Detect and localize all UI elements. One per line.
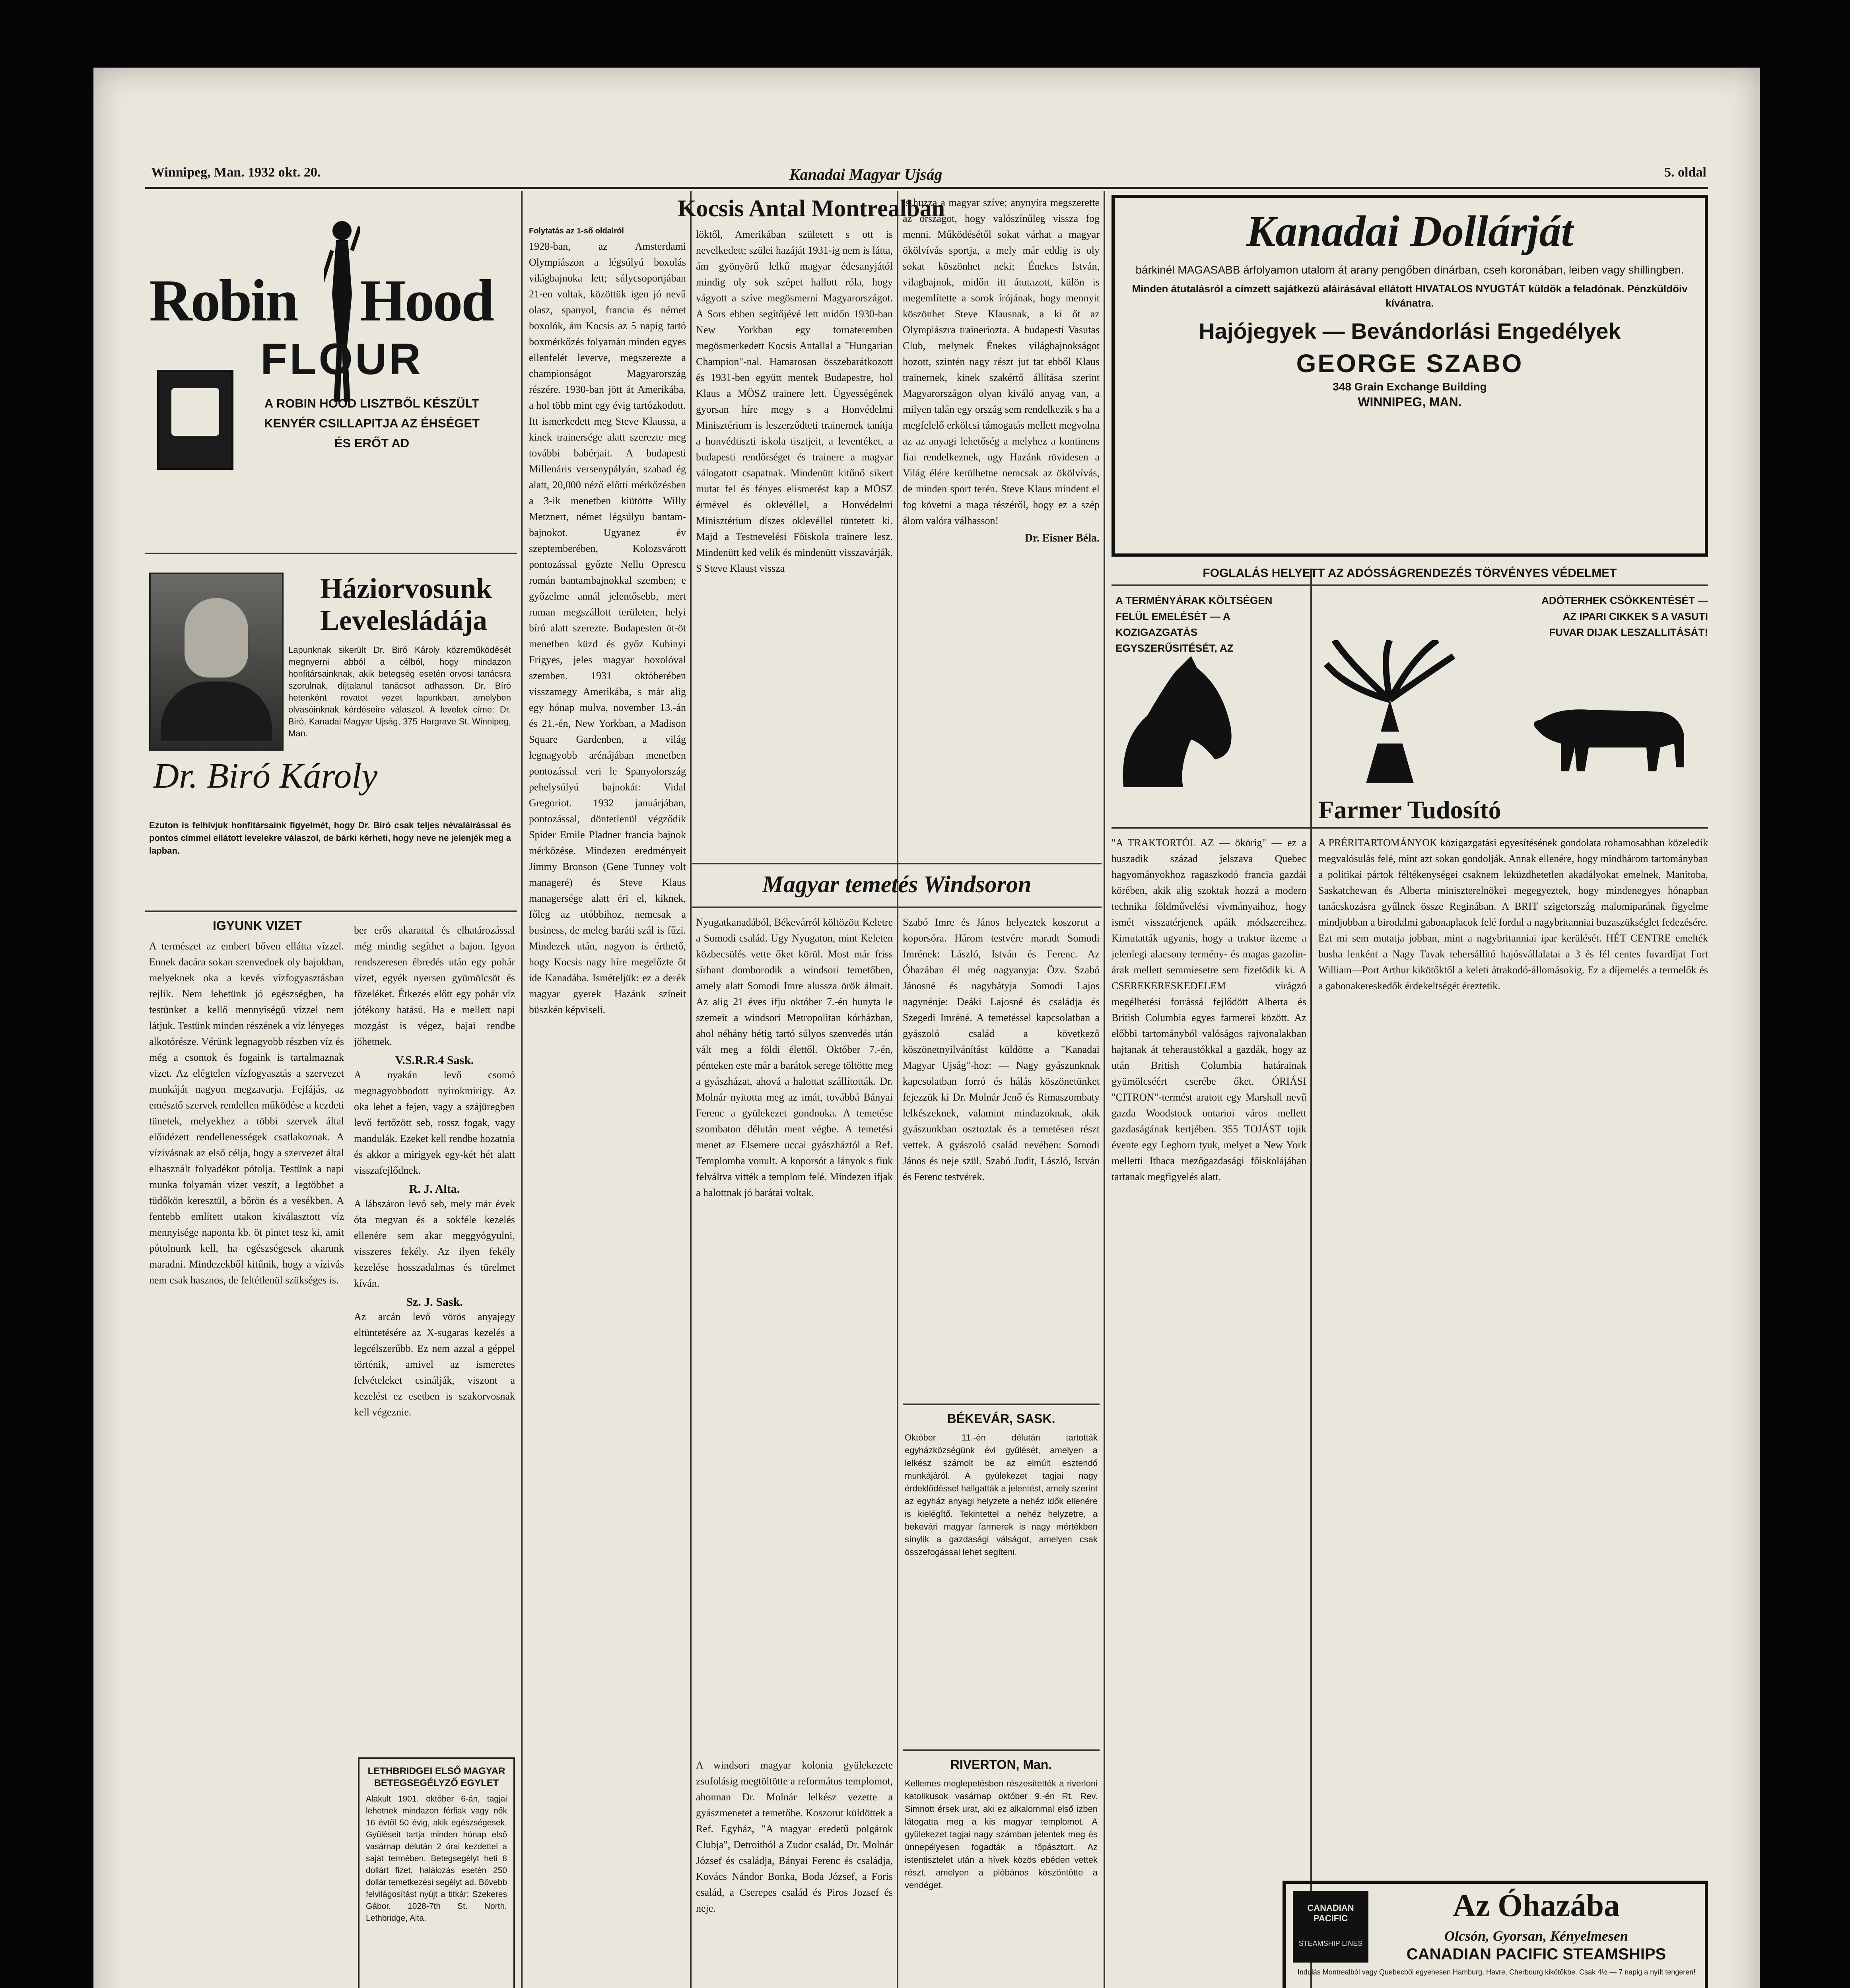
doctor-signature: Dr. Biró Károly [153,756,378,796]
valasz-szj-body: Az arcán levő vörös anyajegy eltüntetésére az X-sugaras kezelés a legcélszerűbb. Ez nem azzal a géppel történik, amivel az ismeretes felvételeket csinálják, viszont a kezelést ez esetben is szakorvosnak kell végeznie. [354,1311,515,1418]
kocsis-lead: Folytatás az 1-ső oldalról [529,227,624,235]
cpr-company: CANADIAN PACIFIC STEAMSHIPS [1406,1945,1666,1963]
cpr-logo [1293,1891,1368,1963]
cow-icon [1534,709,1684,771]
divider [145,911,517,912]
farmer-col1: "A TRAKTORTÓL AZ — ökörig" — ez a huszadik század jelszava Quebec hagyományokhoz ragaszkodó francia gazdái körében, akik alig szoktak hozzá a modern technika földművelési vívmányaihoz, hogy ismét visszatérjenek apáik módszereihez. Kimutatták ugyanis, hogy a traktor üzeme a jelenlegi alacsony termény- és magas gazolin-árak mellett semmiesetre sem fizetődik ki. A CSEREKERESKEDELEM virágzó megélhetési forrássá fejlődött Alberta és British Columbia egyes farmerei között. Az előbbi tartományból valóságos rajvonalakban hajtanak át teheraustókkal a gazdák, hogy az után British Columbia határainak gyümölcséért cserébe őket. ÓRIÁSI "CITRON"-termést aratott egy Marshall nevű gazda Woodstock ontarioi város mellett gazdaságának kertjében. 355 TOJÁST tojik évente egy Leghorn tyuk, melyet a New York melletti Ithaca mezőgazdasági főiskolájában tartanak megfigyelés alatt. [1112,837,1306,1182]
farmer-right-slogan: ADÓTERHEK CSÖKKENTÉSÉT — AZ IPARI CIKKEK S A VASUTI FUVAR DIJAK LESZALLITÁSÁT! [1541,594,1708,638]
column-rule [897,191,898,1988]
robin-hood-flour: FLOUR [260,335,423,384]
kocsis-col3: is huzza a magyar szíve; anynyira megszerette az országot, hogy valószínűleg vissza fog menni. Működésétől sokat várhat a magyar ökölvívás sportja, a mely már eddig is oly sokat köszönhet neki; Énekes István, vilagbajnok, midőn itt átutazott, külön is megemlítette a sorok írójának, hogy mennyit köszönhet Steve Klausnak, a ki őt az Olympiászra traineriozta. A budapesti Vasutas Club, melynek Énekes világbajnokságot hozott, szintén nagy részt jut tat ebből Klaus trainernek, kinek szakértő állítása szerint Magyarországon olyan kiváló anyag van, a milyen talán egy ország sem rendelkezik s ha a megfelelő erkölcsi támogatás mellett megvolna az az anyagi lehetőség a melyhez a kontinens fiai rendelkeznek, ugy Hazánk rövidesen a Világ élére kerülhetne nemcsak az ökölvívás, de minden sport terén. Steve Klaus mindent el fog követni a maga részéről, hogy ez a szép álom valóra válhasson! [903,197,1100,526]
dollar-ad-name: GEORGE SZABO [1296,349,1524,378]
temetes-col1: Nyugatkanadából, Békevárról költözött Keletre a Somodi család. Ugy Nyugaton, mint Keleten közbecsülés vette őket körül. Most már friss sírhant domborodik a windsori temetőben, amely alatt Somodi Imre alussza örök álmait. Az alig 21 éves ifju október 7.-én hunyta le szemeit a windsori Metropolitan kórházban, ahol néhány hétig tartó súlyos szenvedés után vált meg a földi élettől. Október 7.-én, pénteken este már a barátok serege töltötte meg a gyászházat, ahová a halottat szállították. Dr. Molnár nyitotta meg az imát, továbbá Bányai Ferenc a gyülekezet gondnoka. A temetése szombaton délután ment végbe. A temetési menet az Elsemere uccai gyászháztól a Ref. Templomba vonult. A koporsót a lányok s fiuk felváltva vitték a templom felé. Mindezen ifjak a halottnak jó barátai voltak. [696,916,893,1198]
divider [903,1749,1100,1751]
temetes-headline: Magyar temetés Windsoron [762,871,1032,897]
header-rule [145,187,1708,189]
lethbridge-title: LETHBRIDGEI ELSŐ MAGYAR BETEGSEGÉLYZŐ EGYLET [367,1766,505,1788]
dollar-ad-title: Kanadai Dollárját [1246,207,1574,255]
bekevar-body: Október 11.-én délután tartották egyházközségünk évi gyűlését, amelyen a lelkész számolt be az elmúlt esztendő munkájáról. A gyülekezet tagjai nagy érdeklődéssel hallgatták a jelentést, amely szerint az egyház anyagi helyzete a nehéz idők ellenére is kielégítő. Tekintettel a nehéz helyzetre, a bekevári magyar farmerek is nagy mértékben sínylik a gazdasági válságot, amelyen csak összefogással lehet segíteni. [905,1433,1098,1557]
divider [692,907,1102,908]
dollar-ad-line3: Hajójegyek — Bevándorlási Engedélyek [1199,318,1621,344]
cpr-title: Az Óhazába [1453,1888,1620,1923]
kocsis-col1: 1928-ban, az Amsterdami Olympiászon a légsúlyú boxolás világbajnoka lett; súlycsoportjában 21-en voltak, közöttük igen jó nevű olasz, spanyol, francia és német boxolók, ám Kocsis az 5 napig tartó boxmérkőzés folyamán minden egyes ellenfelét leverve, megszerezte a championságot Magyarország részére. 1930-ban jött át Amerikába, a hol több mint egy évig tartózkodott. Itt ismerkedett meg Steve Klaussa, a kinek trainersége alatt szerezte meg további babérjait. A budapesti Millenáris versenypályán, szabad ég alatt, 20,000 néző előtti mérkőzésben a 3-ik menetben kiütötte Willy Metznert, német légsúlyu bantam-bajnokot. Ugyanez év szeptemberében, Kolozsvárott pontozással győzte Nellu Oprescu román bantambajnokkal szemben; e győzelme annál jelentősebb, mert ruman megszállott területen, helyi bíró alatt szerezte. Budapesten öt-öt menetben küzd és győz Kubinyi Frigyes, jeles magyar boxolóval szemben. 1931 októberében visszamegy Amerikába, s már alig egy hónap mulva, november 13.-án és 21.-én, New Yorkban, a Madison Square Gardenben, a világ legnagyobb arénájában menetben pontozással veri le Spanyolország pehelysúlyú bajnokát: Vidal Gregoriot. 1932 januárjában, pontozással, döntetlenül végződik Spider Emile Pladner francia bajnok mérkőzése. Mindezen eredményeit Jimmy Bronson (Gene Tunney volt manageré) és Steve Klaus managersége alatt éri el, kiknek, főleg az utóbbihoz, nemcsak a business, de meleg baráti szál is fűzi. Mindezek után, nagyon is érthető, hogy Kocsis nagy híre megelőzte őt ide Kanadába. Ismételjük: ez a derék magyar gyerek Hazánk színeit büszkén képviseli. [529,241,686,1015]
dateline: Winnipeg, Man. 1932 okt. 20. [151,165,321,180]
dollar-ad-line2: Minden átutalásról a címzett sajátkezü aláirásával ellátott HIVATALOS NYUGTÁT küldök a feladónak. Pénzküldőiv kívánatra. [1132,283,1688,309]
cpr-body1: Indulás Montrealból vagy Quebecből egyenesen Hamburg, Havre, Cherbourg kikötőkbe. Csak 4½ — 7 napig a nyílt tengeren! [1297,1968,1696,1976]
farmer-title: Farmer Tudosító [1318,796,1501,824]
temetes-col2: Szabó Imre és János helyeztek koszorut a koporsóra. Három testvére maradt Somodi Imrének: László, István és Ferenc. Az Óhazában él még nagyanyja: Özv. Szabó Jánosné és nagybátyja Somodi Lajos nagynénje: Deáki Lajosné és családja és Szegedi Imréné. A temetéssel kapcsolatban a gyászoló család a következő köszönetnyilvánítást küldötte a "Kanadai Magyar Ujság"-hoz: — Nagy gyászunknak kapcsolatban forró és hálás köszönetünket fejezzük ki Dr. Molnár Jenő és Rimaszombaty lelkészeknek, valamint mindazoknak, akik gyászunkban osztoztak és a temetésen részt vettek. A gyászoló család nevében: Somodi János és neje szül. Szabó Judit, László, István és Ferenc testvérek. [903,916,1100,1182]
valasz-vsrr-body: A nyakán levő csomó megnagyobbodott nyirokmirigy. Az oka lehet a fejen, vagy a szájüregben levő fertőzött seb, rossz fogak, vagy mandulák. Ezeket kell rendbe hozatnia és akkor a mirigyek egy-két hét alatt visszafejlődnek. [354,1069,515,1176]
slogan-line: ÉS ERŐT AD [334,436,410,450]
riverton-title: RIVERTON, Man. [950,1757,1052,1772]
page-number: 5. oldal [1664,165,1706,180]
haziorvos-body: Lapunknak sikerült Dr. Biró Károly közreműködését megnyerni abból a célból, hogy mindazon honfitársainknak, akik betegség esetén orvosi tanácsra szorulnak, díjtalanul tanácsot adhasson. Dr. Bíró hetenként rovatot vezet lapunkban, amelyben olvasóinknak kérdéseire válaszol. A levelek címe: Dr. Biró, Kanadai Magyar Ujság, 375 Hargrave St. Winnipeg, Man. [288,645,511,738]
haziorvos-notice: Ezuton is felhivjuk honfitársaink figyelmét, hogy Dr. Biró csak teljes névaláirással és pontos címmel ellátott levelekre válaszol, de bárki kérheti, hogy neve ne jelenjék meg a lapban. [149,820,511,856]
column-rule [690,191,692,1988]
lethbridge-body: Alakult 1901. október 6-án, tagjai lehetnek mindazon férfiak vagy nők 16 évtől 50 évig, akik egészségesek. Gyűléseit tartja minden hónap első vasárnap délután 2 órai kezdettel a saját termében. Betegsegélyt heti 8 dollárt fizet, halálozás esetén 250 dollár temetkezési segélyt ad. Bővebb felvilágosítást nyújt a titkár: Szekeres Gábor, 1028-7th St. North, Lethbridge, Alta. [366,1794,507,1923]
farmer-banner: FOGLALÁS HELYETT AZ ADÓSSÁGRENDEZÉS TÖRVÉNYES VÉDELMET [1203,567,1617,580]
valasz-rj-title: R. J. Alta. [409,1182,460,1196]
column-rule [1104,191,1105,1988]
farmer-left-slogan: A TERMÉNYÁRAK KÖLTSÉGEN FELÜL EMELÉSÉT — A KOZIGAZGATÁS EGYSZERŰSITÉSÉT, AZ [1115,594,1273,654]
title-line: Levelesládája [320,604,487,636]
kocsis-headline: Kocsis Antal Montrealban [677,195,945,221]
robin-hood-ad [145,199,515,549]
dollar-ad-city: WINNIPEG, MAN. [1358,395,1462,409]
title-line: Háziorvosunk [320,573,492,604]
windsor-continued: A windsori magyar kolonia gyülekezete zsufolásig megtöltötte a református templomot, ahonnan Dr. Molnár lelkész vezette a gyászmenetet a temetőbe. Koszorut küldöttek a Ref. Egyház, "A magyar eredetű polgárok Clubja", Detroitból a Zudor család, Dr. Molnár József és családja, Bányai Ferenc és családja, Kovács Nándor Bonka, Boda József, a Foris család, a Cserepes család és Piros Jozsef és neje. [696,1759,893,1914]
valasz-szj-title: Sz. J. Sask. [406,1295,463,1309]
newspaper-page [93,68,1760,1988]
robin-hood-title-right: Hood [360,268,493,334]
farmer-col2: A PRÉRITARTOMÁNYOK közigazgatási egyesítésének gondolata rohamosabban közeledik megvalósulás felé, mint azt sokan gondolják. Annak ellenére, hogy mindhárom tartományban a politikai pártok féltékenységei csaknem leküzdhetetlen akadályokat emelnek, Manitoba, Saskatchewan és Alberta miniszterelnökei megegyeztek, hogy mindenegyes hónapban tanácskozásra gyűlnek össze Reginában. A BRIT szigetország malomiparának figyelme mindjobban a birodalmi gabonaplacok felé fordul a nagybritanniai buzaszükséglet fedezésére. Ezt mi sem mutatja jobban, mint a nagybritanniai ipar kerülését. HÉT CENTRE emelték busha lenként a Nagy Tavak tehersállító hajósvállalatai a 3 és fél centes fuvardíjat Fort William—Port Arthur kikötőktől a keleti átrakodó-állomásokig. Ez a díjemelés a termelők és a gabonakereskedők érdekeltségét éreztetik. [1318,837,1708,992]
igyunk-vizet-title: IGYUNK VIZET [213,918,302,933]
cpr-ad [1283,1881,1708,1988]
valasz-rj-body: A lábszáron levő seb, mely már évek óta megvan és a sokféle kezelés ellenére sem akar meggyógyulni, visszeres fekély. Az ilyen fekély kezelése hosszadalmas és türelmet kíván. [354,1198,515,1289]
bekevar-title: BÉKEVÁR, SASK. [947,1411,1055,1426]
igyunk-vizet-body: A természet az embert bőven ellátta vízzel. Ennek dacára sokan szenvednek oly bajokban, melyeknek oka a kevés vízfogyasztásban rejlik. Nem lehetünk jó egészségben, ha testünket a kellő mennyiségű vízzel nem látjuk. Testünk minden részének a víz lényeges alkotórésze. Vérünk legnagyobb részben víz és még a csontok és fogaink is tartalmaznak vizet. Az elégtelen vízfogyasztás a szervezet munkáját nagyon megzavarja. Fejfájás, az emésztő szervek rendellen működése a kezdeti tünetek, melyekhez a többi szervek által előidézett rendellenességek csatlakoznak. A vízivásnak az első célja, hogy a szervezet által elhasznált folyadékot pótolja. Testünk a napi munka folyamán vizet veszít, a legtöbbet a tüdőkön keresztül, a bőrön és a vesékben. A fentebb említett utakon kiválasztott víz mennyisége naponta kb. öt pintet tesz ki, amit pótolnunk kell, ha egészségesek akarunk maradni. Mindezekből kitűnik, hogy a vízivás nem csak hasznos, de feltétlenül szükséges is. [149,940,344,1286]
dollar-ad-address: 348 Grain Exchange Building [1333,381,1487,393]
valasz-intro: ber erős akarattal és elhatározással még mindig segíthet a bajon. Igyon rendszeresen ébredés után egy pohár vizet, egyék nyersen gyümölcsöt és főzeléket. Étkezés előtt egy pohár víz jótékony hatású. Ha e mellett napi mozgást is végez, bajai rendbe jöhetnek. [354,924,515,1047]
kocsis-col2: löktől, Amerikában született s ott is nevelkedett; szülei hazáját 1931-ig nem is látta, ám gyönyörű lelkű magyar édesanyjától mindig oly sok szépet hallott róla, hogy vágyott a szíve megösmerni Magyarországot. A Sors ebben segítőjévé lett midőn 1930-ban New Yorkban egy tornateremben megösmerkedett Kocsis Antallal a "Hungarian Champion"-nal. Hamarosan összebarátkozott és 1931-ben együtt mentek Budapestre, hol Klaus a MÖSZ trainere lett. Ügyességének gyorsan híre megy s a Honvédelmi Minisztérium is leszerződteti trainernek tanítja a honvédtiszti iskola tisztjeit, a leventéket, a budapesti rendőrséget és trainere a magyar válogatott csapatnak. Mindenütt kitűnő sikert mutat fel és fényes elismerést kap a MÖSZ érmével és oklevéllel, a Honvédelmi Minisztérium díszes oklevéllel tüntetett ki. Majd a Testnevelési Főiskola trainere lesz. Mindenütt ked velik és mindenütt visszavárják. S Steve Klaust vissza [696,229,893,574]
slogan-line: KENYÉR CSILLAPITJA AZ ÉHSÉGET [264,416,480,430]
divider [145,553,517,554]
farm-illustration [1112,640,1708,791]
column-rule [521,191,523,1988]
divider [1112,584,1708,586]
wheat-sheaf-icon [1326,640,1454,783]
robin-hood-slogan [241,394,503,453]
robin-hood-title-left: Robin [149,268,297,334]
kocsis-col3-wrap [903,195,1100,545]
flour-bag-image [157,370,233,470]
dollar-ad [1112,195,1708,557]
cpr-logo-bottom: STEAMSHIP LINES [1298,1939,1363,1947]
masthead: Kanadai Magyar Ujság [789,165,942,183]
haziorvos-title [320,573,492,636]
dollar-ad-line1: bárkinél MAGASABB árfolyamon utalom át arany pengőben dinárban, cseh koronában, leiben vagy shillingben. [1135,264,1684,276]
haziorvos-section [145,565,515,922]
slogan-line: A ROBIN HOOD LISZTBŐL KÉSZÜLT [264,396,480,410]
divider [903,1404,1100,1405]
orvosi-valaszok [354,922,515,1420]
lethbridge-box [358,1757,515,1988]
cpr-subtitle: Olcsón, Gyorsan, Kényelmesen [1444,1928,1628,1944]
cpr-logo-top: CANADIAN PACIFIC [1307,1903,1354,1923]
valasz-vsrr-title: V.S.R.R.4 Sask. [395,1054,474,1067]
riverton-body: Kellemes meglepetésben részesítették a riverloni katolikusok vasárnap október 9.-én Rt. Rev. Simnott érsek urat, aki ez alkalommal első izben látogatta meg a kis magyar templomot. A gyülekezet tagjai nagy számban jelentek meg és ünnepélyesen fogadták a főpásztort. Az istentisztelet után a hívek közös ebéden vettek részt, amelyen a plébános köszöntötte a vendéget. [905,1778,1098,1890]
doctor-portrait [149,573,284,751]
horse-head-icon [1123,656,1232,787]
kocsis-author: Dr. Eisner Béla. [1024,532,1100,544]
divider [692,863,1102,864]
divider [1112,827,1708,829]
